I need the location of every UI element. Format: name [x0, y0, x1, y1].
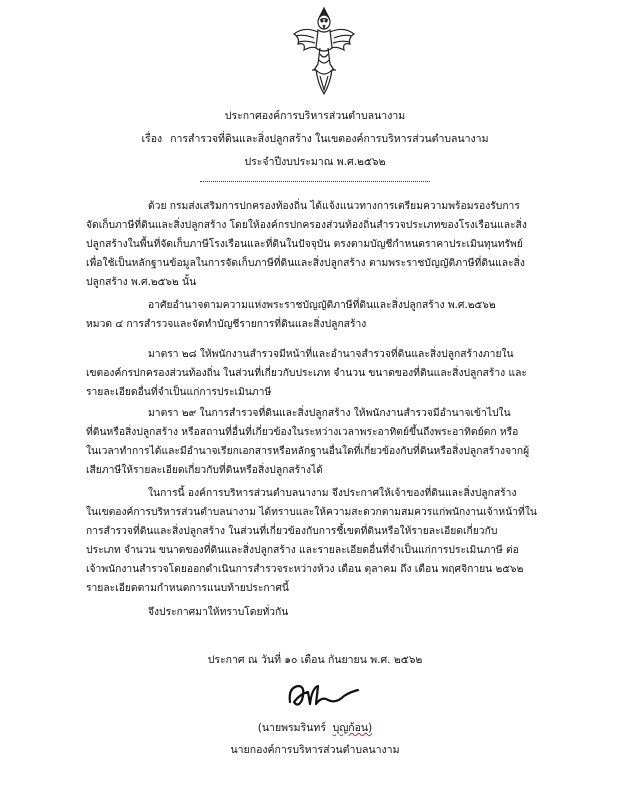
- paragraph-3: [86, 345, 560, 402]
- paragraph-line: ในเวลาทำการได้และมีอำนาจเรียกเอกสารหรือหลักฐานอื่นใดที่เกี่ยวข้องกับที่ดินหรือสิ่งปลูกสร้างจากผู้: [86, 445, 530, 457]
- announcement-title: ประกาศองค์การบริหารส่วนตำบลนางาม: [224, 110, 406, 122]
- paragraph-line: ประเภท จำนวน ขนาดของที่ดินและสิ่งปลูกสร้าง และรายละเอียดอื่นที่จำเป็นแก่การประเมินภาษี ต่อ: [86, 544, 519, 556]
- paragraph-line: เจ้าพนักงานสำรวจโดยออกดำเนินการสำรวจระหว่างห้วง เดือน ตุลาคม ถึง เดือน พฤศจิกายน ๒๕๖๒: [86, 563, 524, 575]
- date-line: ประกาศ ณ วันที่ ๑๐ เดือน กันยายน พ.ศ. ๒๕๖๒: [207, 654, 423, 666]
- paragraph-line: หมวด ๔ การสำรวจและจัดทำบัญชีรายการที่ดินและสิ่งปลูกสร้าง: [86, 318, 367, 330]
- garuda-emblem-icon: [290, 4, 358, 100]
- announcement-subject: [0, 132, 630, 147]
- paragraph-2: [86, 296, 560, 334]
- signer-position: นายกองค์การบริหารส่วนตำบลนางาม: [230, 744, 400, 756]
- paragraph-line: เพื่อใช้เป็นหลักฐานข้อมูลในการจัดเก็บภาษีที่ดินและสิ่งปลูกสร้าง ตามพระราชบัญญัติภาษีที่ดินและสิ่ง: [86, 257, 525, 269]
- paragraph-line: รายละเอียดอื่นที่จำเป็นแก่การประเมินภาษี: [86, 386, 272, 398]
- paragraph-line: ที่ดินหรือสิ่งปลูกสร้าง หรือสถานที่อื่นที่เกี่ยวข้องในระหว่างเวลาพระอาทิตย์ขึ้นถึงพระอาทิตย์ตก หรือ: [86, 426, 519, 438]
- closing-line: จึงประกาศมาให้ทราบโดยทั่วกัน: [148, 606, 289, 618]
- paragraph-line: การสำรวจที่ดินและสิ่งปลูกสร้าง ในส่วนที่เกี่ยวข้องกับการชี้เขตที่ดินหรือให้รายละเอียดเกี่ยวกับ: [86, 525, 498, 537]
- paragraph-line: มาตรา ๒๘ ให้พนักงานสำรวจมีหน้าที่และอำนาจสำรวจที่ดินและสิ่งปลูกสร้างภายใน: [148, 348, 514, 360]
- paragraph-line: จัดเก็บภาษีที่ดินและสิ่งปลูกสร้าง โดยให้องค์กรปกครองส่วนท้องถิ่นสำรวจประเภทของโรงเรือนและสิ่ง: [86, 219, 527, 231]
- paragraph-line: ปลูกสร้าง พ.ศ.๒๕๖๒ นั้น: [86, 276, 197, 288]
- paragraph-line: รายละเอียดตามกำหนดการแนบท้ายประกาศนี้: [86, 582, 289, 594]
- paragraph-4: [86, 404, 560, 480]
- paragraph-6: [86, 603, 560, 622]
- paragraph-5: [86, 484, 560, 598]
- subject-label: เรื่อง: [141, 133, 163, 145]
- fiscal-year: ประจำปีงบประมาณ พ.ศ.๒๕๖๒: [244, 156, 386, 168]
- signer-name: [0, 719, 630, 737]
- subject-text: การสำรวจที่ดินและสิ่งปลูกสร้าง ในเขตองค์การบริหารส่วนตำบลนางาม: [170, 133, 489, 145]
- paragraph-line: ในการนี้ องค์การบริหารส่วนตำบลนางาม จึงประกาศให้เจ้าของที่ดินและสิ่งปลูกสร้าง: [148, 487, 517, 499]
- signature-icon: [282, 674, 362, 714]
- paragraph-line: เขตองค์กรปกครองส่วนท้องถิ่น ในส่วนที่เกี่ยวกับประเภท จำนวน ขนาดของที่ดินและสิ่งปลูกสร้าง และ: [86, 367, 527, 379]
- signer-given-name: (นายพรมรินทร์: [257, 722, 326, 734]
- divider: [200, 181, 430, 182]
- paragraph-line: มาตรา ๒๙ ในการสำรวจที่ดินและสิ่งปลูกสร้าง ให้พนักงานสำรวจมีอำนาจเข้าไปใน: [148, 407, 511, 419]
- paragraph-line: ในเขตองค์การบริหารส่วนตำบลนางาม ได้ทราบและให้ความสะดวกตามสมควรแก่พนักงานเจ้าหน้าที่ใน: [86, 506, 537, 518]
- paragraph-line: ด้วย กรมส่งเสริมการปกครองท้องถิ่น ได้แจ้งแนวทางการเตรียมความพร้อมรองรับการ: [148, 200, 520, 212]
- paragraph-1: [86, 197, 560, 292]
- signer-surname: บุญก้อน): [332, 722, 373, 734]
- paragraph-line: เสียภาษีให้รายละเอียดเกี่ยวกับที่ดินหรือสิ่งปลูกสร้างได้: [86, 464, 323, 476]
- paragraph-line: อาศัยอำนาจตามความแห่งพระราชบัญญัติภาษีที่ดินและสิ่งปลูกสร้าง พ.ศ.๒๕๖๒: [148, 299, 496, 311]
- paragraph-line: ปลูกสร้างในพื้นที่จัดเก็บภาษีโรงเรือนและที่ดินในปัจจุบัน ตรงตามบัญชีกำหนดราคาประเมินทุนทรัพย์: [86, 238, 523, 250]
